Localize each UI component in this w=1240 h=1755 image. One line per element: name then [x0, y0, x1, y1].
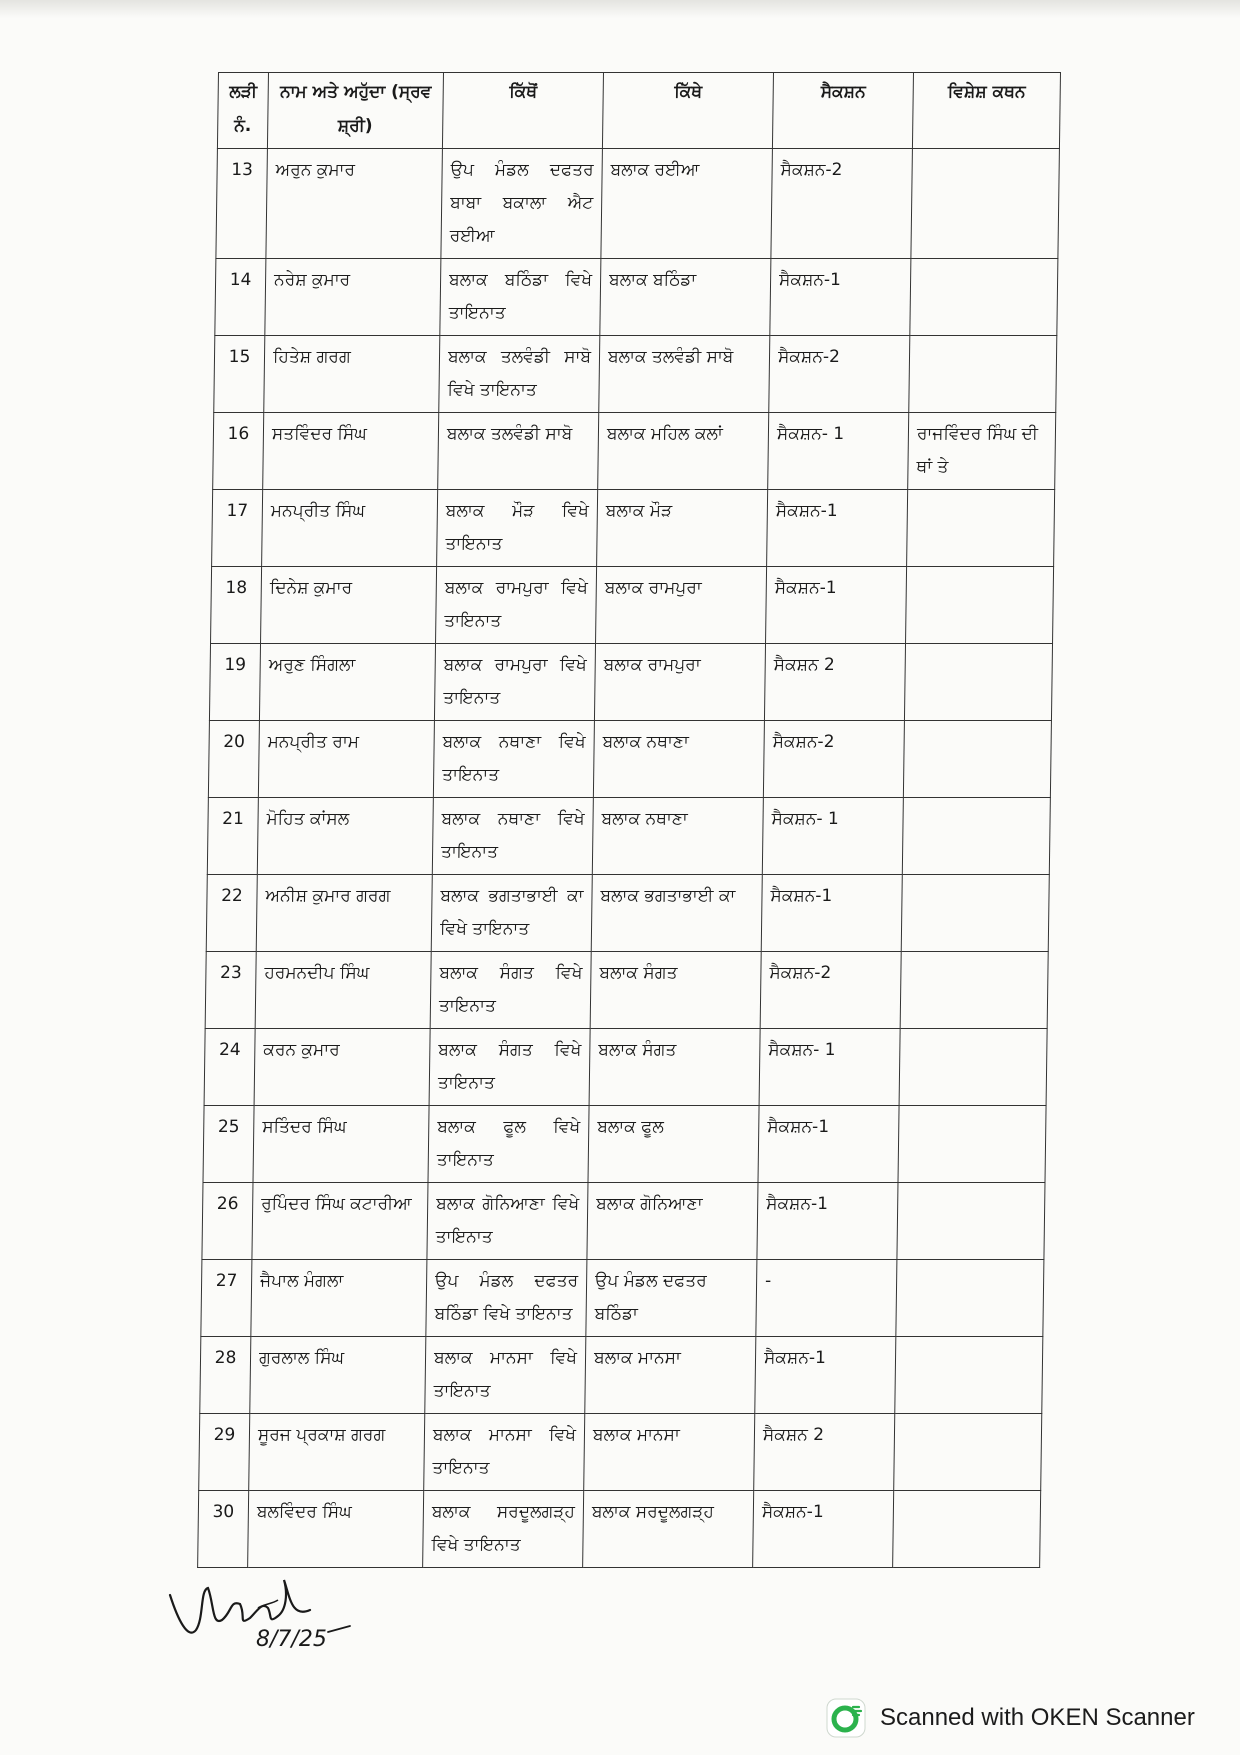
remarks-cell	[898, 1106, 1046, 1183]
from-cell: ਬਲਾਕ ਬਠਿੰਡਾ ਵਿਖੇ ਤਾਇਨਾਤ	[440, 259, 601, 336]
name-cell: ਦਿਨੇਸ਼ ਕੁਮਾਰ	[261, 567, 437, 644]
name-cell: ਗੁਰਲਾਲ ਸਿੰਘ	[250, 1337, 426, 1414]
remarks-cell	[907, 490, 1055, 567]
table-row	[211, 567, 1054, 644]
name-cell: ਨਰੇਸ਼ ਕੁਮਾਰ	[265, 259, 441, 336]
header-name: ਨਾਮ ਅਤੇ ਅਹੁੱਦਾ (ਸ੍ਰਵ ਸ਼੍ਰੀ)	[267, 73, 443, 149]
scanner-watermark-text: Scanned with OKEN Scanner	[880, 1704, 1195, 1731]
section-cell: ਸੈਕਸ਼ਨ-1	[766, 567, 907, 644]
table-row	[215, 259, 1058, 336]
serial-cell: 13	[216, 149, 268, 259]
to-cell: ਬਲਾਕ ਮਾਨਸਾ	[584, 1414, 755, 1491]
section-cell: -	[756, 1260, 897, 1337]
serial-cell: 23	[205, 952, 256, 1029]
section-cell: ਸੈਕਸ਼ਨ-2	[771, 149, 913, 259]
serial-cell: 24	[204, 1029, 255, 1106]
name-cell: ਮੋਹਿਤ ਕਾਂਸਲ	[257, 798, 433, 875]
table-row	[209, 644, 1052, 721]
from-cell: ਬਲਾਕ ਮੌੜ ਵਿਖੇ ਤਾਇਨਾਤ	[437, 490, 598, 567]
from-cell: ਬਲਾਕ ਮਾਨਸਾ ਵਿਖੇ ਤਾਇਨਾਤ	[425, 1337, 586, 1414]
table-header-row	[217, 73, 1060, 149]
serial-cell: 16	[213, 413, 264, 490]
to-cell: ਬਲਾਕ ਮਾਨਸਾ	[585, 1337, 756, 1414]
serial-cell: 28	[200, 1337, 251, 1414]
table-row	[212, 490, 1055, 567]
serial-cell: 29	[199, 1414, 250, 1491]
to-cell: ਬਲਾਕ ਫੂਲ	[588, 1106, 759, 1183]
to-cell: ਬਲਾਕ ਰਈਆ	[601, 149, 773, 259]
oken-scanner-logo-icon	[826, 1698, 866, 1738]
to-cell: ਬਲਾਕ ਨਥਾਣਾ	[592, 798, 763, 875]
header-section: ਸੈਕਸ਼ਨ	[772, 73, 913, 149]
remarks-cell	[893, 1491, 1041, 1568]
serial-cell: 21	[207, 798, 258, 875]
section-cell: ਸੈਕਸ਼ਨ-1	[753, 1491, 894, 1568]
table-row	[200, 1337, 1043, 1414]
to-cell: ਬਲਾਕ ਗੋਨਿਆਣਾ	[587, 1183, 758, 1260]
name-cell: ਰੁਪਿੰਦਰ ਸਿੰਘ ਕਟਾਰੀਆ	[252, 1183, 428, 1260]
remarks-cell	[909, 336, 1057, 413]
from-cell: ਬਲਾਕ ਭਗਤਾਭਾਈ ਕਾ ਵਿਖੇ ਤਾਇਨਾਤ	[431, 875, 592, 952]
section-cell: ਸੈਕਸ਼ਨ-2	[763, 721, 904, 798]
section-cell: ਸੈਕਸ਼ਨ-1	[761, 875, 902, 952]
from-cell: ਉਪ ਮੰਡਲ ਦਫਤਰ ਬਾਬਾ ਬਕਾਲਾ ਐਟ ਰਈਆ	[441, 149, 603, 259]
section-cell: ਸੈਕਸ਼ਨ- 1	[759, 1029, 900, 1106]
from-cell: ਬਲਾਕ ਸੰਗਤ ਵਿਖੇ ਤਾਇਨਾਤ	[430, 952, 591, 1029]
table-body	[198, 149, 1060, 1568]
header-serial: ਲੜੀ ਨੰ.	[217, 73, 268, 149]
remarks-cell	[901, 875, 1049, 952]
remarks-cell	[900, 952, 1048, 1029]
to-cell: ਬਲਾਕ ਨਥਾਣਾ	[593, 721, 764, 798]
name-cell: ਸੂਰਜ ਪ੍ਰਕਾਸ਼ ਗਰਗ	[249, 1414, 425, 1491]
header-remarks: ਵਿਸ਼ੇਸ਼ ਕਥਨ	[912, 73, 1060, 149]
name-cell: ਹਰਮਨਦੀਪ ਸਿੰਘ	[255, 952, 431, 1029]
name-cell: ਕਰਨ ਕੁਮਾਰ	[254, 1029, 430, 1106]
serial-cell: 30	[198, 1491, 249, 1568]
name-cell: ਸਤਵਿੰਦਰ ਸਿੰਘ	[263, 413, 439, 490]
remarks-cell	[899, 1029, 1047, 1106]
to-cell: ਬਲਾਕ ਮਹਿਲ ਕਲਾਂ	[598, 413, 769, 490]
serial-cell: 15	[214, 336, 265, 413]
table-row	[208, 721, 1051, 798]
section-cell: ਸੈਕਸ਼ਨ-2	[769, 336, 910, 413]
section-cell: ਸੈਕਸ਼ਨ-1	[757, 1183, 898, 1260]
section-cell: ਸੈਕਸ਼ਨ-1	[755, 1337, 896, 1414]
from-cell: ਬਲਾਕ ਸਰਦੂਲਗੜ੍ਹ ਵਿਖੇ ਤਾਇਨਾਤ	[423, 1491, 584, 1568]
remarks-cell	[903, 721, 1051, 798]
remarks-cell	[896, 1260, 1044, 1337]
table-row	[204, 1029, 1047, 1106]
table-row	[202, 1183, 1045, 1260]
from-cell: ਬਲਾਕ ਫੂਲ ਵਿਖੇ ਤਾਇਨਾਤ	[428, 1106, 589, 1183]
remarks-cell	[906, 567, 1054, 644]
table-row	[213, 413, 1056, 490]
section-cell: ਸੈਕਸ਼ਨ-1	[767, 490, 908, 567]
name-cell: ਮਨਪ੍ਰੀਤ ਸਿੰਘ	[262, 490, 438, 567]
serial-cell: 22	[206, 875, 257, 952]
from-cell: ਬਲਾਕ ਤਲਵੰਡੀ ਸਾਬੋ	[438, 413, 599, 490]
to-cell: ਬਲਾਕ ਰਾਮਪੁਰਾ	[594, 644, 765, 721]
remarks-cell	[895, 1337, 1043, 1414]
section-cell: ਸੈਕਸ਼ਨ-1	[758, 1106, 899, 1183]
to-cell: ਬਲਾਕ ਬਠਿੰਡਾ	[600, 259, 771, 336]
serial-cell: 25	[203, 1106, 254, 1183]
from-cell: ਬਲਾਕ ਤਲਵੰਡੀ ਸਾਬੋ ਵਿਖੇ ਤਾਇਨਾਤ	[439, 336, 600, 413]
signature-date: 8/7/25	[256, 1627, 327, 1652]
from-cell: ਬਲਾਕ ਨਥਾਣਾ ਵਿਖੇ ਤਾਇਨਾਤ	[433, 721, 594, 798]
section-cell: ਸੈਕਸ਼ਨ- 1	[762, 798, 903, 875]
from-cell: ਬਲਾਕ ਰਾਮਪੁਰਾ ਵਿਖੇ ਤਾਇਨਾਤ	[436, 567, 597, 644]
from-cell: ਬਲਾਕ ਸੰਗਤ ਵਿਖੇ ਤਾਇਨਾਤ	[429, 1029, 590, 1106]
remarks-cell: ਰਾਜਵਿੰਦਰ ਸਿੰਘ ਦੀ ਥਾਂ ਤੇ	[908, 413, 1056, 490]
remarks-cell	[897, 1183, 1045, 1260]
name-cell: ਜੈਪਾਲ ਮੰਗਲਾ	[251, 1260, 427, 1337]
name-cell: ਅਰੁਨ ਕੁਮਾਰ	[266, 149, 443, 259]
remarks-cell	[910, 259, 1058, 336]
serial-cell: 27	[201, 1260, 252, 1337]
to-cell: ਬਲਾਕ ਸਰਦੂਲਗੜ੍ਹ	[583, 1491, 754, 1568]
serial-cell: 26	[202, 1183, 253, 1260]
section-cell: ਸੈਕਸ਼ਨ-1	[770, 259, 911, 336]
to-cell: ਬਲਾਕ ਸੰਗਤ	[589, 1029, 760, 1106]
to-cell: ਬਲਾਕ ਮੌੜ	[597, 490, 768, 567]
name-cell: ਮਨਪ੍ਰੀਤ ਰਾਮ	[258, 721, 434, 798]
remarks-cell	[911, 149, 1060, 259]
serial-cell: 20	[208, 721, 259, 798]
scan-edge-shadow	[0, 0, 1240, 18]
table-row	[206, 875, 1049, 952]
header-to: ਕਿੱਥੇ	[602, 73, 773, 149]
serial-cell: 14	[215, 259, 266, 336]
section-cell: ਸੈਕਸ਼ਨ- 1	[768, 413, 909, 490]
section-cell: ਸੈਕਸ਼ਨ 2	[754, 1414, 895, 1491]
name-cell: ਅਰੁਣ ਸਿੰਗਲਾ	[259, 644, 435, 721]
header-from: ਕਿੱਥੋਂ	[442, 73, 603, 149]
from-cell: ਉਪ ਮੰਡਲ ਦਫਤਰ ਬਠਿੰਡਾ ਵਿਖੇ ਤਾਇਨਾਤ	[426, 1260, 587, 1337]
section-cell: ਸੈਕਸ਼ਨ 2	[764, 644, 905, 721]
table-row	[207, 798, 1050, 875]
to-cell: ਉਪ ਮੰਡਲ ਦਫਤਰ ਬਠਿੰਡਾ	[586, 1260, 757, 1337]
from-cell: ਬਲਾਕ ਰਾਮਪੁਰਾ ਵਿਖੇ ਤਾਇਨਾਤ	[434, 644, 595, 721]
to-cell: ਬਲਾਕ ਤਲਵੰਡੀ ਸਾਬੋ	[599, 336, 770, 413]
to-cell: ਬਲਾਕ ਸੰਗਤ	[590, 952, 761, 1029]
name-cell: ਸਤਿੰਦਰ ਸਿੰਘ	[253, 1106, 429, 1183]
name-cell: ਬਲਵਿੰਦਰ ਸਿੰਘ	[248, 1491, 424, 1568]
serial-cell: 17	[212, 490, 263, 567]
remarks-cell	[904, 644, 1052, 721]
table-row	[199, 1414, 1042, 1491]
name-cell: ਅਨੀਸ਼ ਕੁਮਾਰ ਗਰਗ	[256, 875, 432, 952]
name-cell: ਹਿਤੇਸ਼ ਗਰਗ	[264, 336, 440, 413]
serial-cell: 19	[209, 644, 260, 721]
table-row	[205, 952, 1048, 1029]
handwritten-signature	[160, 1560, 380, 1660]
remarks-cell	[902, 798, 1050, 875]
transfer-table	[197, 72, 1061, 1568]
table-row	[216, 149, 1060, 259]
table-row	[201, 1260, 1044, 1337]
table-row	[214, 336, 1057, 413]
from-cell: ਬਲਾਕ ਮਾਨਸਾ ਵਿਖੇ ਤਾਇਨਾਤ	[424, 1414, 585, 1491]
from-cell: ਬਲਾਕ ਗੋਨਿਆਣਾ ਵਿਖੇ ਤਾਇਨਾਤ	[427, 1183, 588, 1260]
to-cell: ਬਲਾਕ ਰਾਮਪੁਰਾ	[596, 567, 767, 644]
table-row	[198, 1491, 1041, 1568]
to-cell: ਬਲਾਕ ਭਗਤਾਭਾਈ ਕਾ	[591, 875, 762, 952]
remarks-cell	[894, 1414, 1042, 1491]
table-row	[203, 1106, 1046, 1183]
from-cell: ਬਲਾਕ ਨਥਾਣਾ ਵਿਖੇ ਤਾਇਨਾਤ	[432, 798, 593, 875]
section-cell: ਸੈਕਸ਼ਨ-2	[760, 952, 901, 1029]
serial-cell: 18	[211, 567, 262, 644]
scanner-watermark	[826, 1696, 1226, 1740]
